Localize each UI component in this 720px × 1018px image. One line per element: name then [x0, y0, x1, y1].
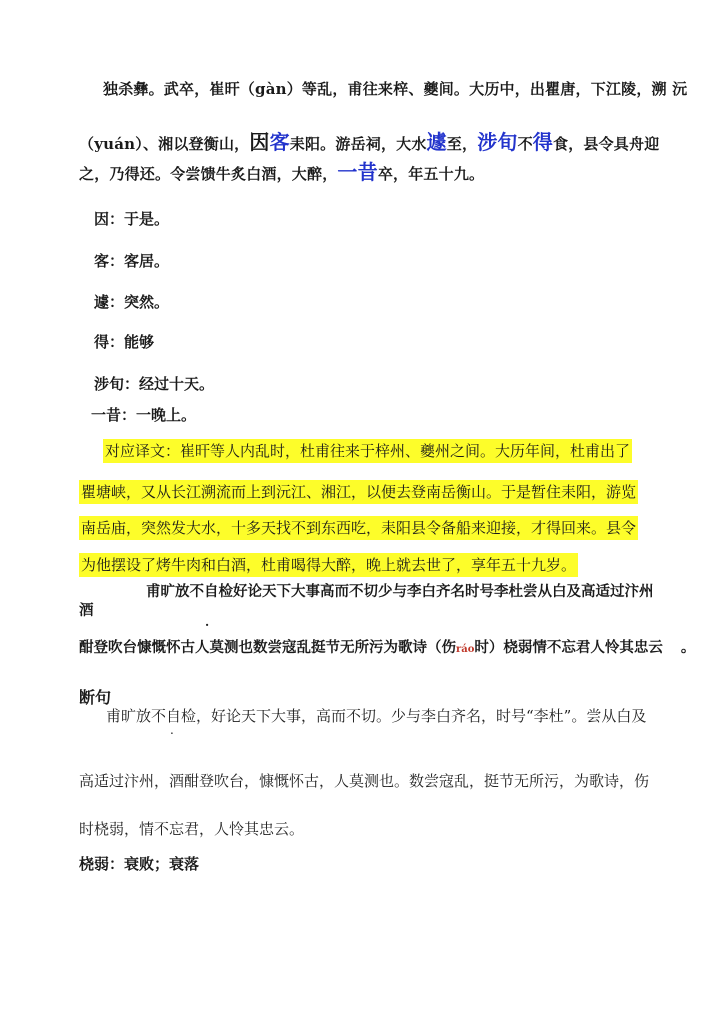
answer-line-2: 高适过汴州，酒酣登吹台，慷慨怀古，人莫测也。数尝寇乱，挺节无所污，为歌诗，伤 — [79, 772, 650, 790]
passage-text: 不 — [517, 135, 533, 153]
translation-text: 瞿塘峡，又从长江溯流而上到沅江、湘江，以便去登南岳衡山。于是暂住耒阳，游览 — [79, 480, 638, 504]
highlight-word-yin: 因 — [249, 130, 270, 154]
highlight-word-yixi: 一昔 — [337, 160, 378, 184]
answer-line-1: 甫旷放不自检，好论天下大事，高而不切。少与李白齐名，时号“李杜”。尝从白及 — [106, 707, 647, 725]
exercise-line-1: 甫旷放不自检好论天下大事高而不切少与李白齐名时号李杜尝从白及高适过汴州 — [146, 583, 654, 600]
translation-text: 对应译文：崔旰等人内乱时，杜甫往来于梓州、夔州之间。大历年间，杜甫出了 — [103, 439, 632, 463]
passage-text: 卒，年五十九。 — [377, 165, 485, 183]
passage-text: 食，县令具舟迎 — [553, 135, 660, 153]
answer-heading: 断句 — [79, 688, 112, 707]
answer-line-3: 时桡弱，情不忘君，人怜其忠云。 — [79, 820, 305, 838]
note-item: 一昔：一晚上。 — [91, 406, 197, 424]
exercise-text: 时）桡弱情不忘君人怜其忠云 — [474, 639, 663, 656]
highlight-word-ke: 客 — [269, 130, 290, 154]
translation-line — [79, 481, 638, 502]
passage-text: 至， — [446, 135, 478, 153]
translation-line — [79, 517, 638, 538]
exercise-line-2 — [79, 636, 695, 657]
highlight-word-shexun: 涉旬 — [477, 130, 518, 154]
answer-note: 桡弱：衰败；衰落 — [79, 855, 200, 873]
passage-text: 之，乃得还。令尝馈牛炙白酒，大醉， — [79, 165, 338, 183]
note-item: 得：能够 — [94, 333, 155, 351]
pinyin-annotation: ráo — [456, 644, 475, 655]
note-item: 遽：突然。 — [94, 293, 170, 311]
note-item: 因：于是。 — [94, 210, 170, 228]
emphasis-dot: . — [170, 723, 174, 737]
translation-line — [79, 554, 578, 575]
passage-text: （yuán）、湘以登衡山， — [79, 135, 250, 153]
exercise-text: 。 — [680, 639, 696, 656]
passage-line-3 — [79, 156, 484, 185]
translation-text: 南岳庙，突然发大水，十多天找不到东西吃，耒阳县令备船来迎接，才得回来。县令 — [79, 516, 638, 540]
exercise-text: 酣登吹台慷慨怀古人莫测也数尝寇乱挺节无所污为歌诗（伤 — [79, 639, 456, 656]
passage-line-2 — [79, 126, 659, 155]
translation-line — [103, 440, 632, 461]
passage-line-1: 独杀彝。武卒，崔旰（gàn）等乱，甫往来梓、夔间。大历中，出瞿唐，下江陵，溯 沅 — [103, 80, 688, 98]
translation-text: 为他摆设了烤牛肉和白酒，杜甫喝得大醉，晚上就去世了，享年五十九岁。 — [79, 553, 578, 577]
exercise-line-1b: 酒 — [79, 602, 94, 619]
passage-text: 耒阳。游岳祠，大水 — [289, 135, 427, 153]
note-item: 客：客居。 — [94, 252, 170, 270]
emphasis-dot: . — [205, 615, 210, 629]
highlight-word-ju: 遽 — [426, 130, 447, 154]
highlight-word-de: 得 — [532, 130, 553, 154]
note-item: 涉旬：经过十天。 — [94, 375, 215, 393]
